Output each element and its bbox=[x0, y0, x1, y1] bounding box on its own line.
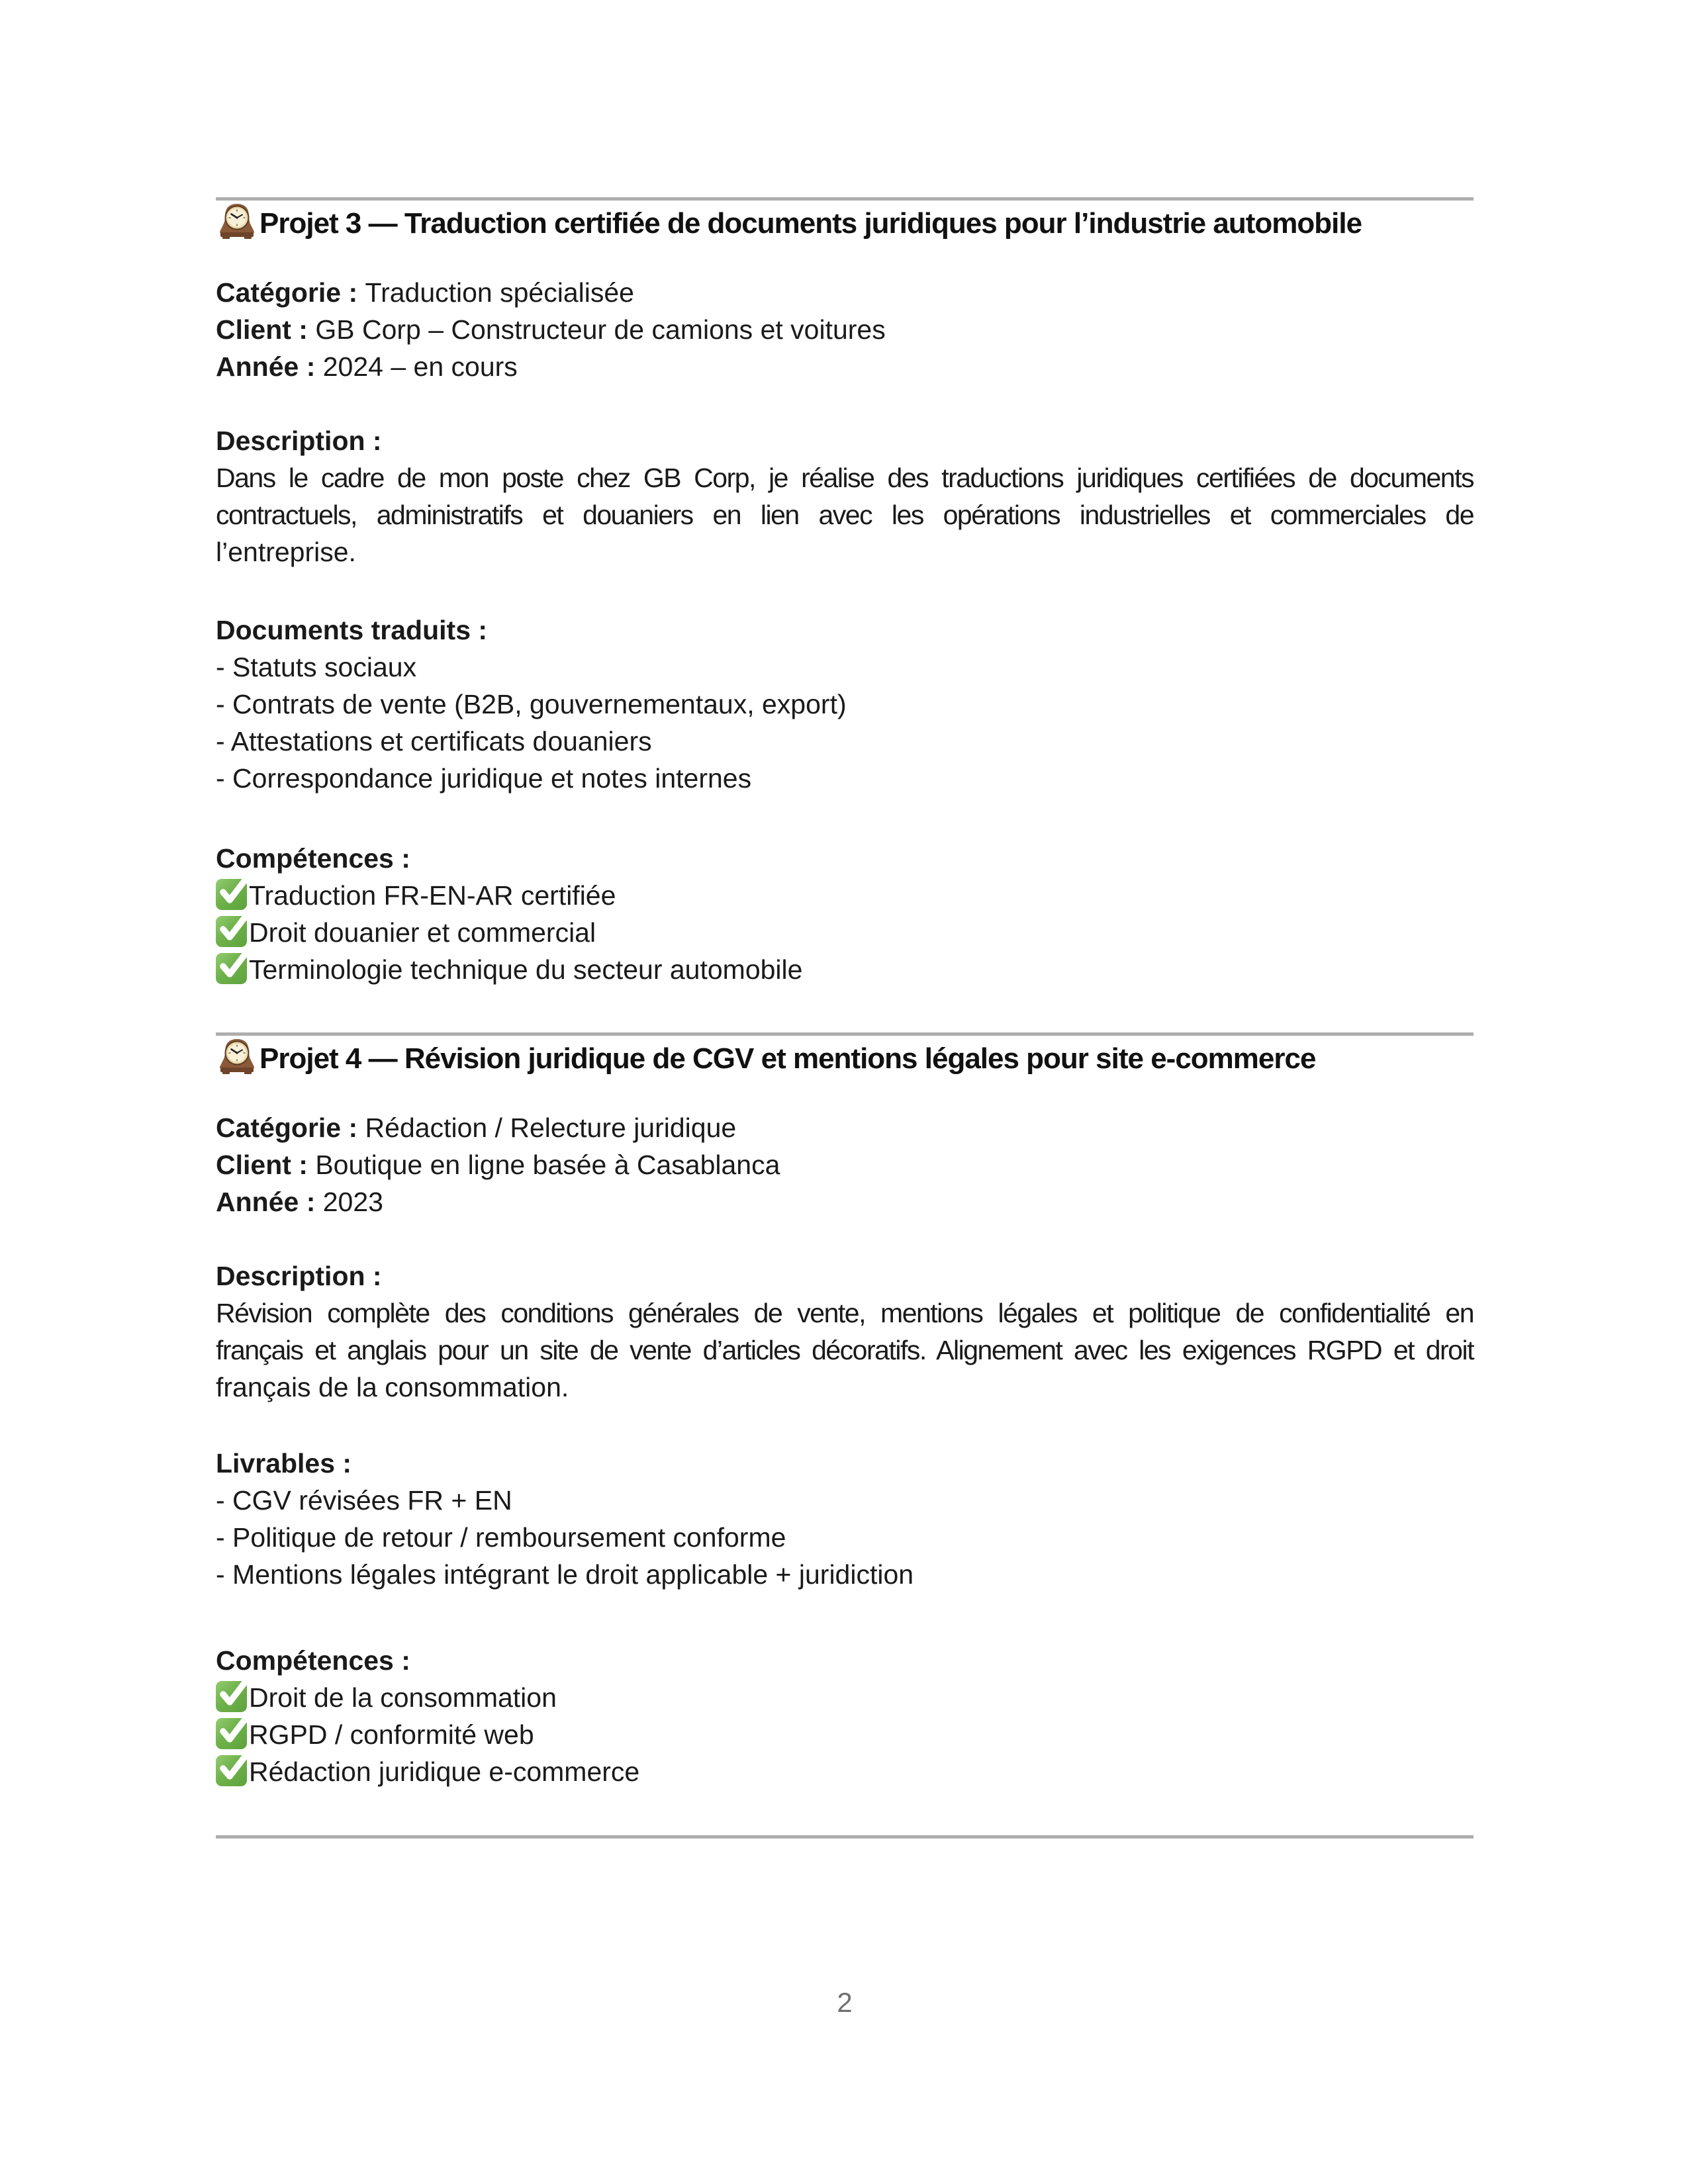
list-item: - Correspondance juridique et notes internes bbox=[216, 763, 752, 794]
project-4-section bbox=[216, 1036, 1474, 1790]
skill-item bbox=[216, 1753, 1474, 1790]
skill-item bbox=[216, 1716, 1474, 1753]
skill-text: Droit douanier et commercial bbox=[249, 917, 596, 948]
skills-heading: Compétences : bbox=[216, 843, 410, 874]
meta-value: 2023 bbox=[322, 1187, 383, 1217]
mantel-clock-icon bbox=[216, 201, 258, 239]
meta-row-annee bbox=[216, 348, 1474, 385]
meta-label: Année : bbox=[216, 351, 323, 382]
skill-text: RGPD / conformité web bbox=[249, 1719, 534, 1750]
meta-value: 2024 – en cours bbox=[322, 351, 518, 382]
documents-heading: Documents traduits : bbox=[216, 615, 488, 645]
check-mark-icon bbox=[216, 879, 247, 910]
project-4-livrables bbox=[216, 1445, 1474, 1593]
description-line: l’entreprise. bbox=[216, 537, 356, 567]
project-4-title-text: Projet 4 — Révision juridique de CGV et mentions légales pour site e-commerce bbox=[259, 1042, 1316, 1075]
project-3-title-text: Projet 3 — Traduction certifiée de documents juridiques pour l’industrie automobile bbox=[259, 207, 1362, 240]
page-number: 2 bbox=[837, 1987, 853, 2018]
project-4-meta bbox=[216, 1109, 1474, 1220]
description-heading: Description : bbox=[216, 1261, 382, 1291]
project-3-section bbox=[216, 201, 1474, 988]
description-line: contractuels, administratifs et douaniers en lien avec les opérations industrielles et commerciales de bbox=[216, 500, 1474, 530]
document-content bbox=[216, 197, 1474, 2021]
description-heading: Description : bbox=[216, 426, 382, 456]
description-line: français et anglais pour un site de vente d’articles décoratifs. Alignement avec les exigences RGPD et droit bbox=[216, 1335, 1474, 1365]
project-4-description bbox=[216, 1257, 1474, 1406]
skill-text: Rédaction juridique e-commerce bbox=[249, 1756, 640, 1787]
description-line: français de la consommation. bbox=[216, 1372, 569, 1402]
meta-value: GB Corp – Constructeur de camions et voitures bbox=[315, 314, 886, 345]
meta-label: Client : bbox=[216, 1150, 316, 1180]
project-3-meta bbox=[216, 274, 1474, 385]
project-4-title bbox=[216, 1036, 1474, 1080]
skill-item bbox=[216, 1679, 1474, 1716]
list-item: - Contrats de vente (B2B, gouvernementaux, export) bbox=[216, 689, 847, 719]
meta-row-client bbox=[216, 1146, 1474, 1183]
skill-item bbox=[216, 877, 1474, 914]
skill-text: Traduction FR-EN-AR certifiée bbox=[249, 880, 616, 911]
description-line: Révision complète des conditions générales de vente, mentions légales et politique de confidentialité en bbox=[216, 1298, 1474, 1328]
skill-text: Terminologie technique du secteur automobile bbox=[249, 954, 803, 985]
meta-label: Catégorie : bbox=[216, 277, 365, 308]
skill-item bbox=[216, 951, 1474, 988]
skill-item bbox=[216, 914, 1474, 951]
section-divider-bottom bbox=[216, 1835, 1474, 1839]
meta-value: Boutique en ligne basée à Casablanca bbox=[315, 1150, 780, 1180]
check-mark-icon bbox=[216, 916, 247, 947]
meta-row-annee bbox=[216, 1183, 1474, 1220]
description-line: Dans le cadre de mon poste chez GB Corp, je réalise des traductions juridiques certifiées de documents bbox=[216, 463, 1474, 493]
meta-row-client bbox=[216, 311, 1474, 348]
list-item: - Attestations et certificats douaniers bbox=[216, 726, 652, 756]
list-item: - CGV révisées FR + EN bbox=[216, 1485, 512, 1516]
check-mark-icon bbox=[216, 953, 247, 984]
list-item: - Mentions légales intégrant le droit applicable + juridiction bbox=[216, 1559, 914, 1590]
list-item: - Politique de retour / remboursement conforme bbox=[216, 1522, 786, 1553]
project-3-skills bbox=[216, 840, 1474, 988]
meta-label: Client : bbox=[216, 314, 316, 345]
skill-text: Droit de la consommation bbox=[249, 1682, 557, 1713]
meta-value: Rédaction / Relecture juridique bbox=[365, 1113, 737, 1143]
meta-row-categorie bbox=[216, 274, 1474, 311]
list-item: - Statuts sociaux bbox=[216, 652, 417, 682]
check-mark-icon bbox=[216, 1681, 247, 1712]
project-3-description bbox=[216, 422, 1474, 570]
project-3-documents bbox=[216, 612, 1474, 797]
meta-value: Traduction spécialisée bbox=[365, 277, 634, 308]
check-mark-icon bbox=[216, 1718, 247, 1749]
check-mark-icon bbox=[216, 1755, 247, 1786]
meta-label: Année : bbox=[216, 1187, 323, 1217]
project-3-title bbox=[216, 201, 1474, 245]
meta-row-categorie bbox=[216, 1109, 1474, 1146]
meta-label: Catégorie : bbox=[216, 1113, 365, 1143]
skills-heading: Compétences : bbox=[216, 1645, 410, 1676]
livrables-heading: Livrables : bbox=[216, 1448, 352, 1479]
mantel-clock-icon bbox=[216, 1036, 258, 1074]
project-4-skills bbox=[216, 1642, 1474, 1790]
